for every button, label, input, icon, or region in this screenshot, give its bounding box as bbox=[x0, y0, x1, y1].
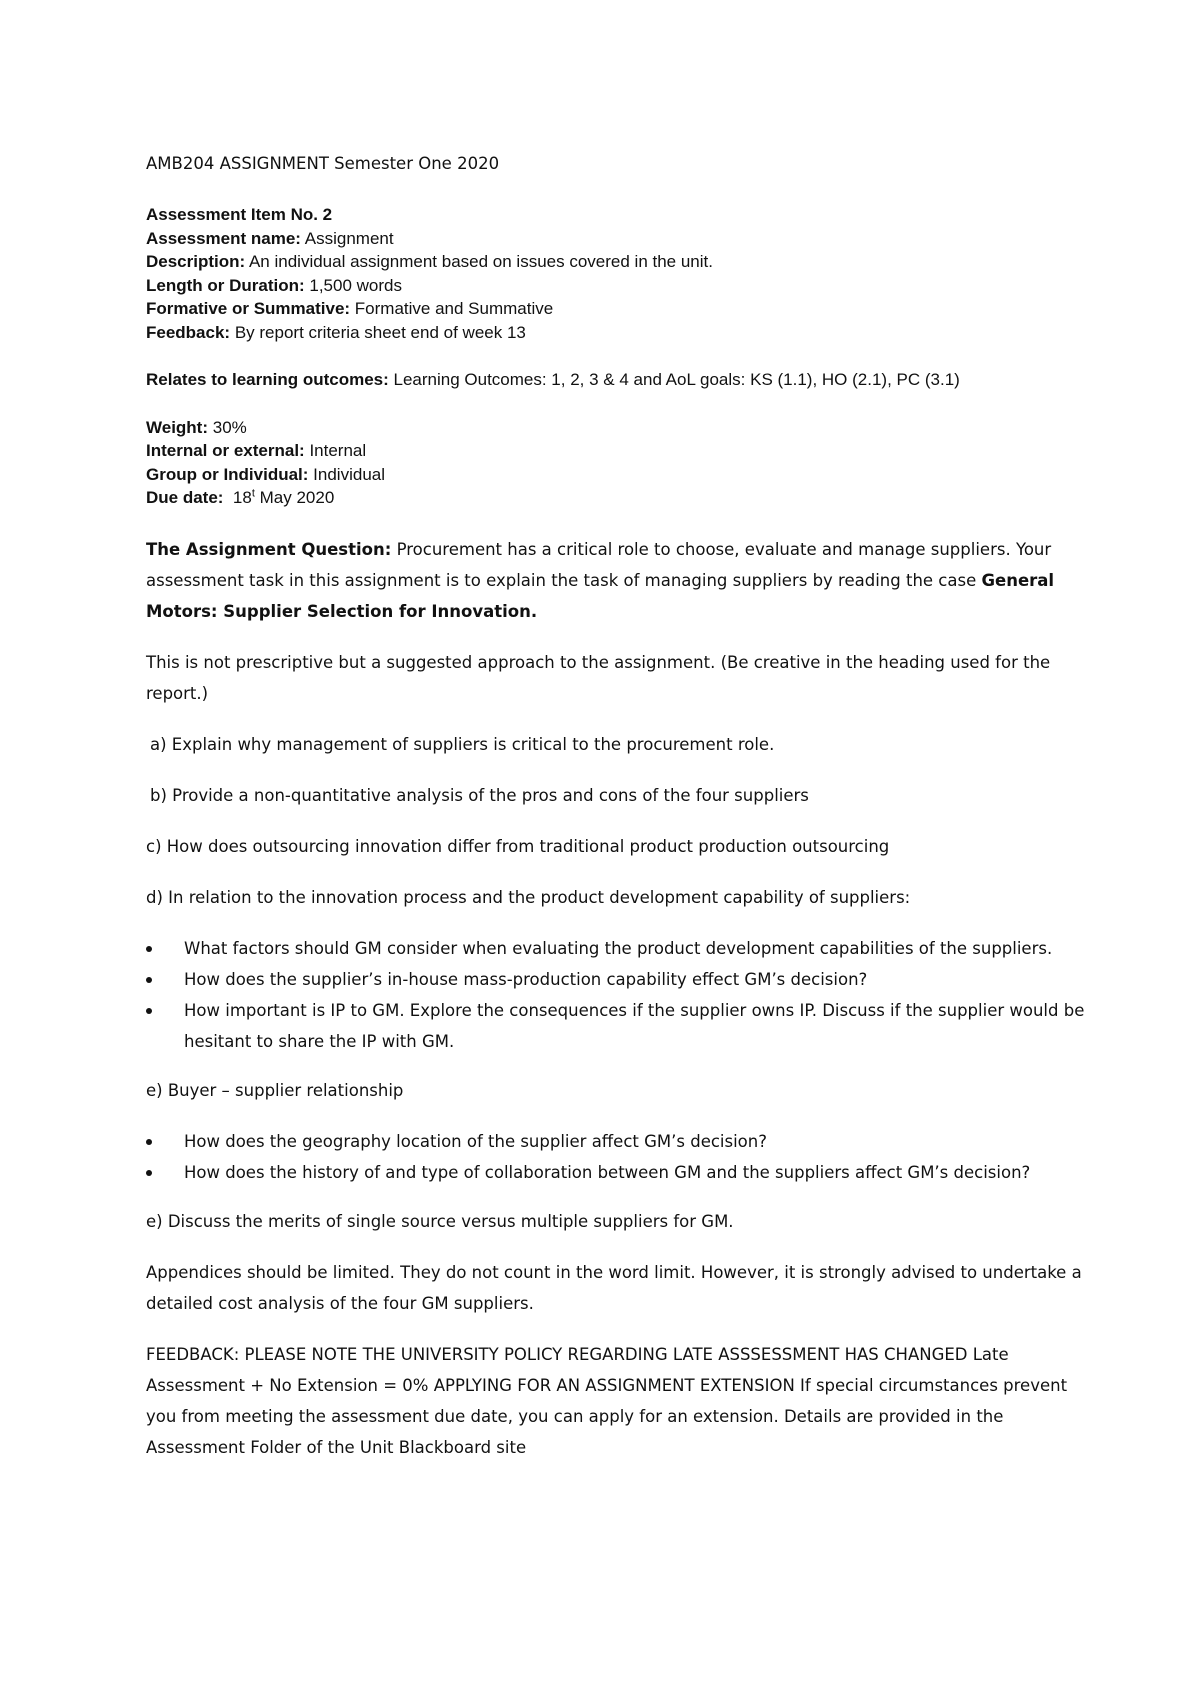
document-page bbox=[146, 148, 1086, 1483]
appendices-note: Appendices should be limited. They do not count in the word limit. However, it is strongly advised to undertake a detailed cost analysis of the four GM suppliers. bbox=[146, 1262, 1082, 1313]
bullet-icon bbox=[146, 1139, 152, 1145]
meta-label: Group or Individual: bbox=[146, 464, 309, 484]
list-item bbox=[146, 995, 1086, 1057]
due-day-suffix: t bbox=[251, 487, 255, 500]
meta-outcomes bbox=[146, 368, 1086, 392]
feedback-note: FEEDBACK: PLEASE NOTE THE UNIVERSITY POLICY REGARDING LATE ASSSESSMENT HAS CHANGED Late Assessment + No Extension = 0% APPLYING FOR AN ASSIGNMENT EXTENSION If special circumstances prevent you from meeting the assessment due date, you can apply for an extension. Details are provided in the Assessment Folder of the Unit Blackboard site bbox=[146, 1344, 1068, 1457]
list-item-text: How important is IP to GM. Explore the consequences if the supplier owns IP. Discuss if the supplier would be hesitant to share the IP with GM. bbox=[184, 1000, 1085, 1051]
approach-intro: This is not prescriptive but a suggested approach to the assignment. (Be creative in the heading used for the report.) bbox=[146, 652, 1051, 703]
meta-item-number bbox=[146, 203, 1086, 227]
due-day: 18 bbox=[223, 488, 252, 507]
question-label: The Assignment Question: bbox=[146, 539, 392, 559]
meta-length bbox=[146, 274, 1086, 298]
item-e1-bullets bbox=[146, 1126, 1086, 1188]
meta-formative bbox=[146, 297, 1086, 321]
question-text: Procurement has a critical role to choose, evaluate and manage suppliers. Your assessment task in this assignment is to explain the task of managing suppliers by reading the case bbox=[146, 539, 1052, 590]
list-item bbox=[146, 1126, 1086, 1157]
case-name: General Motors: Supplier Selection for Innovation. bbox=[146, 570, 1055, 621]
due-rest: May 2020 bbox=[254, 488, 335, 507]
meta-label: Description: bbox=[146, 252, 246, 271]
meta-value: By report criteria sheet end of week 13 bbox=[230, 322, 526, 342]
bullet-icon bbox=[146, 977, 152, 983]
meta-label: Assessment Item No. 2 bbox=[146, 205, 333, 224]
assessment-details bbox=[146, 203, 1086, 344]
list-item-text: What factors should GM consider when evaluating the product development capabilities of the suppliers. bbox=[184, 938, 1053, 958]
meta-feedback bbox=[146, 321, 1086, 345]
document-title: AMB204 ASSIGNMENT Semester One 2020 bbox=[146, 154, 500, 173]
meta-label: Weight: bbox=[146, 417, 209, 437]
meta-value: 30% bbox=[208, 417, 247, 437]
bullet-icon bbox=[146, 1170, 152, 1176]
list-item bbox=[146, 933, 1086, 964]
meta-value: Formative and Summative bbox=[350, 299, 554, 318]
meta-label: Feedback: bbox=[146, 322, 231, 342]
item-e1: e) Buyer – supplier relationship bbox=[146, 1080, 404, 1100]
weighting-details bbox=[146, 416, 1086, 510]
bullet-icon bbox=[146, 946, 152, 952]
meta-value: Individual bbox=[308, 464, 386, 484]
meta-value: An individual assignment based on issues covered in the unit. bbox=[245, 252, 713, 271]
meta-label: Length or Duration: bbox=[146, 275, 305, 295]
assignment-question bbox=[146, 534, 1086, 627]
meta-label: Internal or external: bbox=[146, 441, 305, 460]
meta-label: Relates to learning outcomes: bbox=[146, 370, 389, 389]
meta-label: Formative or Summative: bbox=[146, 299, 351, 318]
meta-weight bbox=[146, 416, 1086, 440]
meta-label: Assessment name: bbox=[146, 228, 301, 248]
meta-label: Due date: bbox=[146, 488, 224, 507]
meta-description bbox=[146, 250, 1086, 274]
item-c: c) How does outsourcing innovation differ from traditional product production outsourcing bbox=[146, 836, 890, 856]
item-d-bullets bbox=[146, 933, 1086, 1057]
meta-value: 1,500 words bbox=[304, 275, 402, 295]
item-e2: e) Discuss the merits of single source versus multiple suppliers for GM. bbox=[146, 1211, 734, 1231]
meta-internal bbox=[146, 439, 1086, 463]
list-item-text: How does the supplier’s in-house mass-production capability effect GM’s decision? bbox=[184, 969, 868, 989]
meta-assessment-name bbox=[146, 227, 1086, 251]
meta-due-date bbox=[146, 486, 1086, 510]
item-b: b) Provide a non-quantitative analysis of the pros and cons of the four suppliers bbox=[150, 785, 809, 805]
list-item-text: How does the geography location of the supplier affect GM’s decision? bbox=[184, 1131, 767, 1151]
learning-outcomes bbox=[146, 368, 1086, 392]
list-item bbox=[146, 964, 1086, 995]
meta-value: Learning Outcomes: 1, 2, 3 & 4 and AoL goals: KS (1.1), HO (2.1), PC (3.1) bbox=[388, 370, 960, 389]
bullet-icon bbox=[146, 1008, 152, 1014]
meta-value: Internal bbox=[304, 441, 367, 460]
item-d: d) In relation to the innovation process and the product development capability of suppliers: bbox=[146, 887, 911, 907]
item-a: a) Explain why management of suppliers is critical to the procurement role. bbox=[150, 734, 775, 754]
list-item bbox=[146, 1157, 1086, 1188]
meta-group bbox=[146, 463, 1086, 487]
meta-value: Assignment bbox=[300, 228, 394, 248]
list-item-text: How does the history of and type of collaboration between GM and the suppliers affect GM’s decision? bbox=[184, 1162, 1031, 1182]
